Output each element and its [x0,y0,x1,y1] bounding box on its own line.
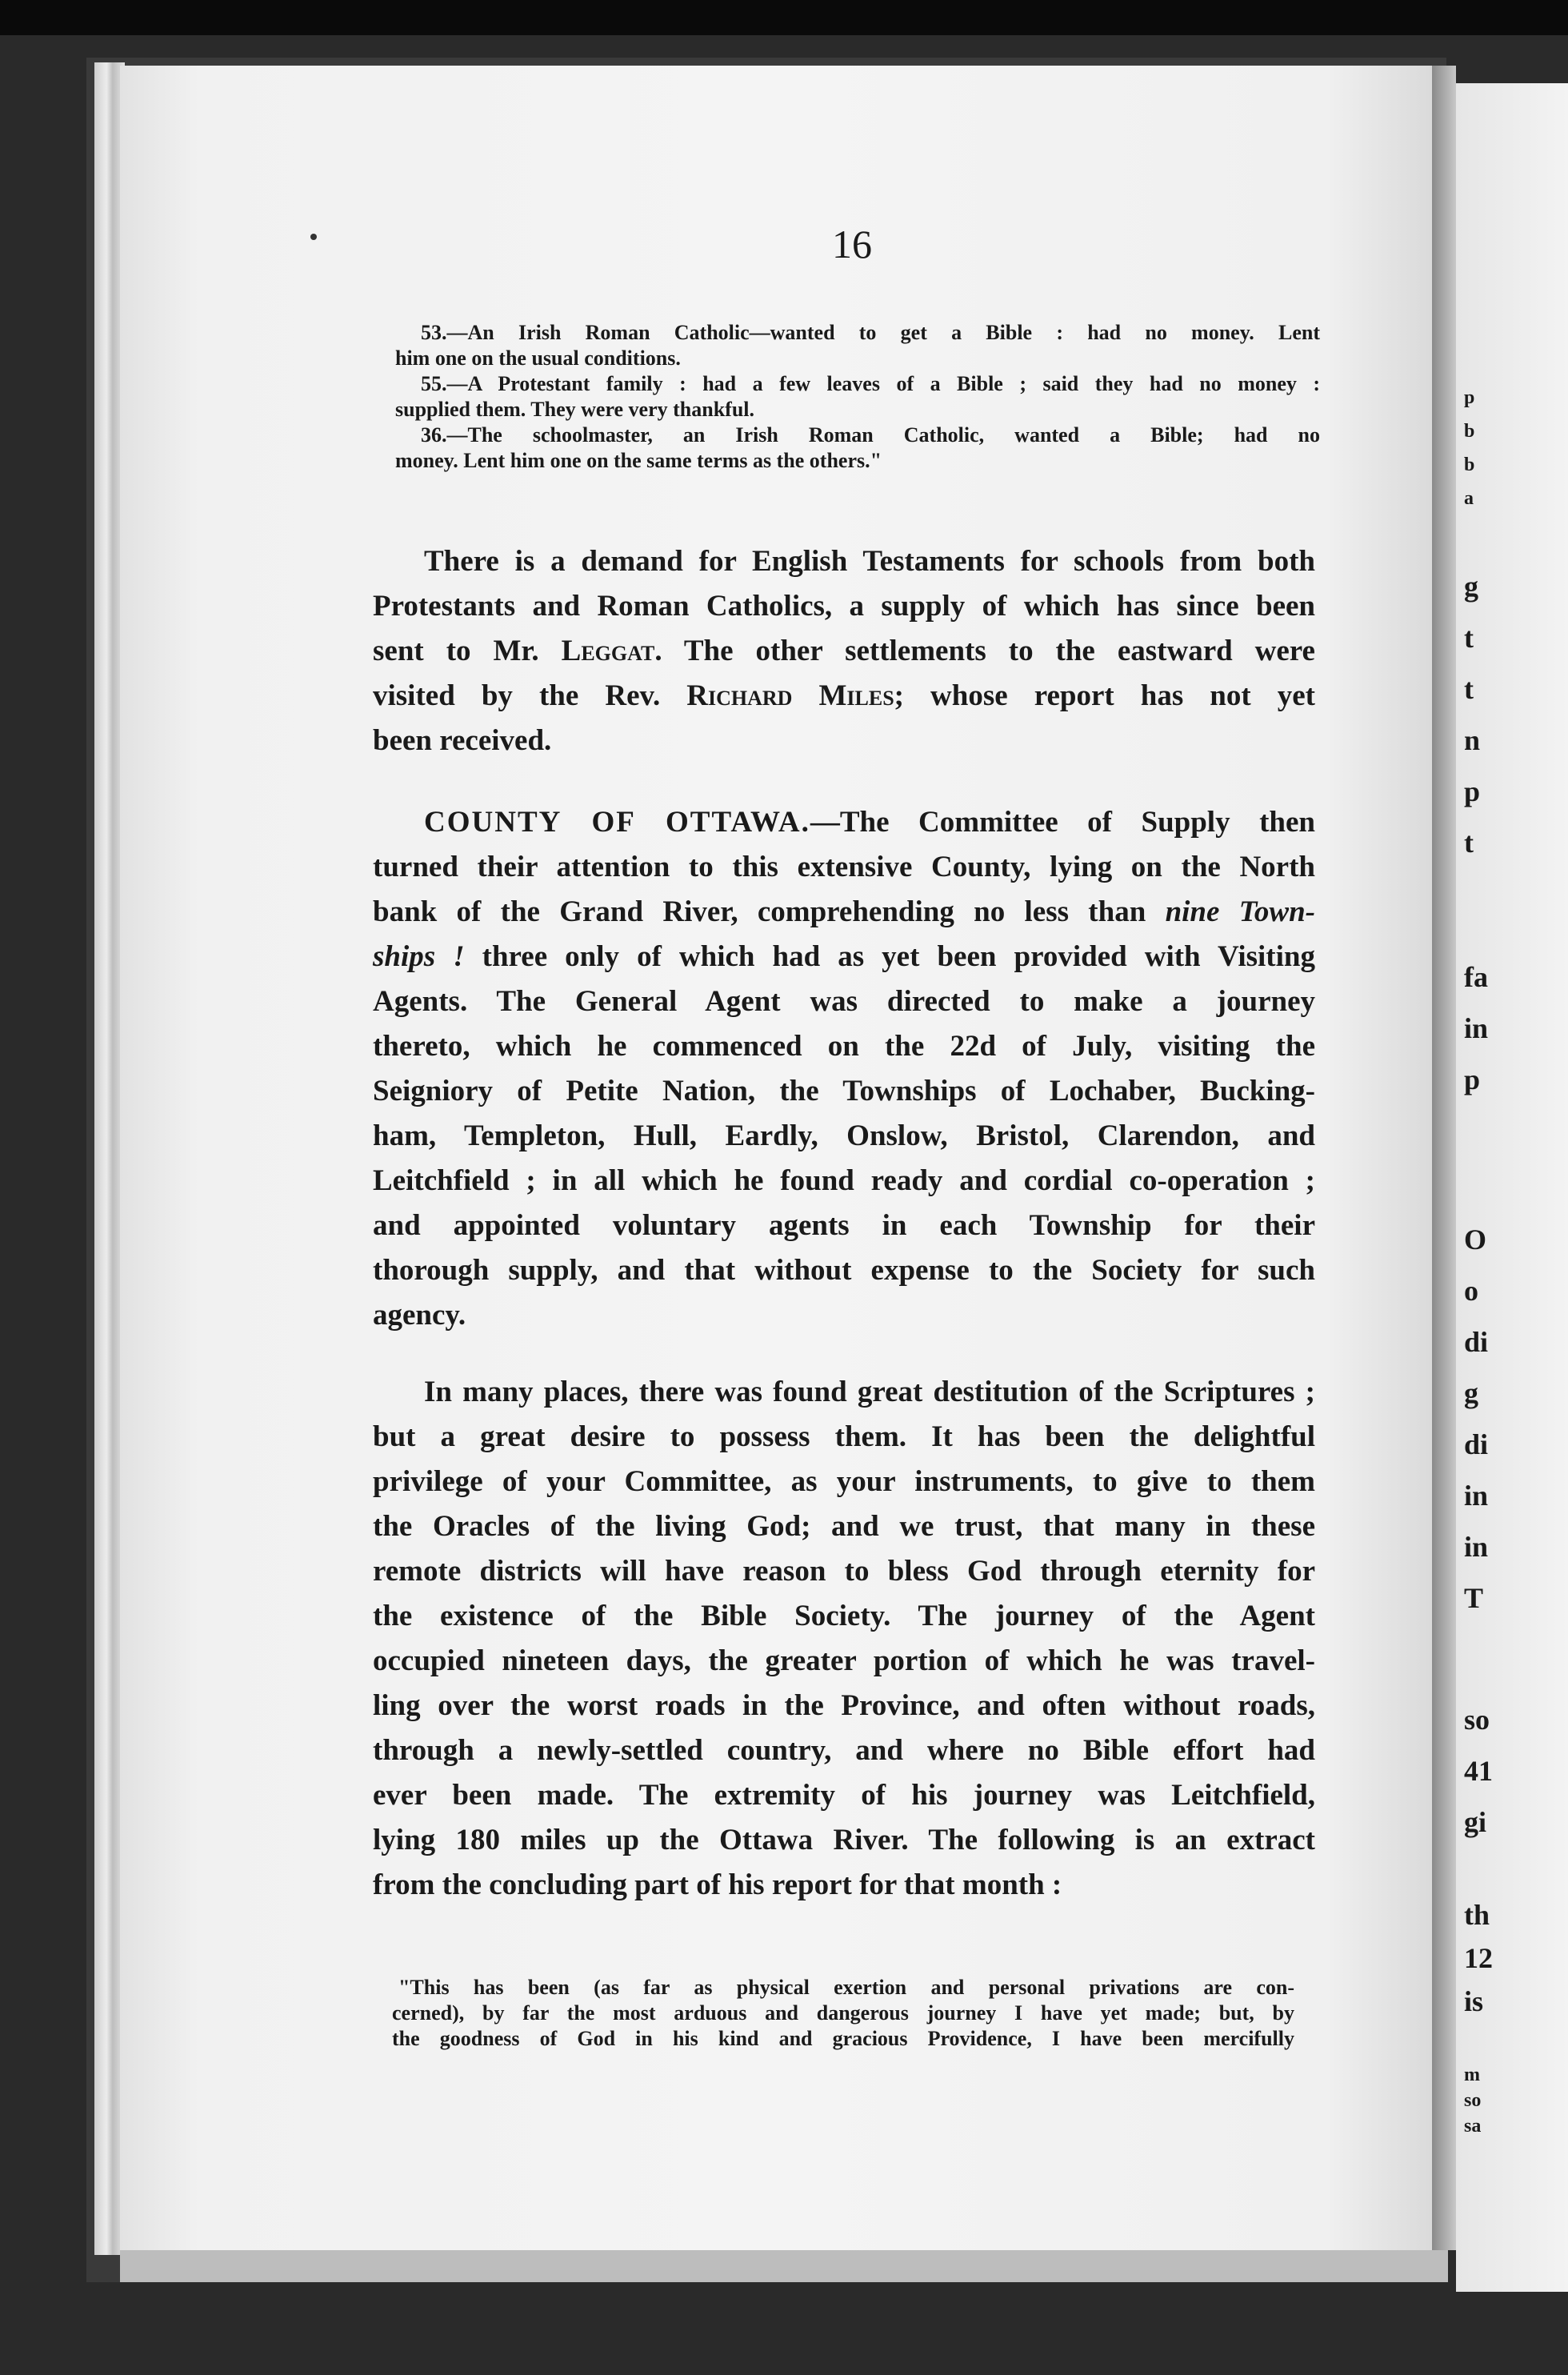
next-page-fragment: b [1464,455,1475,475]
para1-line [373,674,1315,719]
paragraph-county-of-ottawa [373,800,1315,1338]
entry-53-line2: him one on the usual conditions. [395,346,681,370]
next-page-fragment: T [1464,1582,1484,1614]
report-quote [392,1975,1294,2052]
para2-line: turned their attention to this extensive County, lying on the North [373,851,1315,883]
para1-line [373,629,1315,674]
entry-55-line2: supplied them. They were very thankful. [395,398,755,421]
next-page-fragment: 12 [1464,1942,1493,1974]
para2-line: Agents. The General Agent was directed to make a journey [373,985,1315,1018]
quoted-entries [395,320,1320,474]
next-page-fragment: g [1464,1377,1478,1409]
para3-line: the existence of the Bible Society. The journey of the Agent [373,1600,1315,1632]
entry-53-line1: 53.—An Irish Roman Catholic—wanted to get a Bible : had no money. Lent [421,321,1320,344]
para3-line: privilege of your Committee, as your instruments, to give to them [373,1465,1315,1498]
para2-line [373,800,1315,845]
text-run: . The other settlements to the eastward were [654,635,1315,667]
next-page-fragment: n [1464,724,1481,756]
next-page-fragment: so [1464,1704,1490,1736]
next-page-fragment: a [1464,488,1474,509]
next-page-fragment: p [1464,775,1481,807]
quote-line: cerned), by far the most arduous and dangerous journey I have yet made; but, by [392,2001,1294,2025]
text-run: three only of which had as yet been provided with Visiting [464,940,1315,973]
name-richard-miles: Richard Miles [686,679,894,712]
next-page-fragment: o [1464,1275,1478,1307]
next-page-fragment: t [1464,827,1474,859]
next-page-fragment: b [1464,421,1475,442]
para3-line: remote districts will have reason to bless God through eternity for [373,1555,1315,1588]
next-page-fragment: fa [1464,961,1488,993]
italic-text: ships ! [373,940,465,973]
para3-line: the Oracles of the living God; and we trust, that many in these [373,1510,1315,1543]
quote-line: the goodness of God in his kind and gracious Providence, I have been mercifully [392,2027,1294,2050]
next-page-fragment: di [1464,1428,1489,1460]
para3-line: In many places, there was found great destitution of the Scriptures ; [424,1376,1315,1408]
next-page-fragment: is [1464,1985,1484,2017]
next-page-fragment: di [1464,1326,1489,1358]
next-page-fragment: th [1464,1899,1490,1931]
para2-line [373,890,1315,935]
page-bottom-edge [120,2250,1448,2282]
next-page-fragment: p [1464,1063,1481,1095]
next-page-fragment: g [1464,571,1478,603]
para3-line: through a newly-settled country, and where no Bible effort had [373,1734,1315,1767]
speck [310,234,317,240]
text-run: ; whose report has not yet [894,679,1315,712]
paragraph-testaments [373,539,1315,763]
text-run: sent to Mr. [373,635,562,667]
para3-line: ever been made. The extremity of his journey was Leitchfield, [373,1779,1315,1812]
next-page-fragment: t [1464,622,1474,654]
facing-page-edge [1456,83,1568,2292]
name-leggat: Leggat [561,635,655,667]
para3-line: occupied nineteen days, the greater portion of which he was travel- [373,1644,1315,1677]
para1-line: Protestants and Roman Catholics, a supply of which has since been [373,590,1315,623]
para1-line: been received. [373,724,552,757]
para2-line [373,935,1315,979]
para3-line: but a great desire to possess them. It has been the delightful [373,1420,1315,1453]
entry-36-line1: 36.—The schoolmaster, an Irish Roman Catholic, wanted a Bible; had no [421,423,1320,447]
scanner-top-bar [0,0,1568,35]
para2-line: Seigniory of Petite Nation, the Townships of Lochaber, Bucking- [373,1075,1315,1107]
para1-line: There is a demand for English Testaments for schools from both [424,545,1315,578]
next-page-fragment: in [1464,1012,1489,1044]
para3-line: ling over the worst roads in the Province, and often without roads, [373,1689,1315,1722]
book-gutter [1432,66,1456,2250]
page-number: 16 [832,222,872,266]
paragraph-destitution [373,1370,1315,1908]
text-run: —The Committee of Supply then [810,806,1315,839]
text-run: bank of the Grand River, comprehending no less than [373,895,1166,928]
next-page-fragment: t [1464,673,1474,705]
para3-line: from the concluding part of his report for that month : [373,1868,1062,1901]
para3-line: lying 180 miles up the Ottawa River. The following is an extract [373,1824,1315,1856]
next-page-fragment: so [1464,2090,1482,2111]
next-page-fragment: in [1464,1480,1489,1512]
para2-line: and appointed voluntary agents in each Township for their [373,1209,1315,1242]
italic-text: nine Town- [1165,895,1316,928]
section-heading: COUNTY OF OTTAWA. [424,806,810,839]
next-page-fragment: 41 [1464,1755,1493,1787]
next-page-fragment: m [1464,2065,1480,2085]
entry-55-line1: 55.—A Protestant family : had a few leaves of a Bible ; said they had no money : [421,372,1320,395]
para2-line: thorough supply, and that without expense to the Society for such [373,1254,1315,1287]
para2-line: Leitchfield ; in all which he found ready and cordial co-operation ; [373,1164,1315,1197]
para2-line: agency. [373,1299,466,1332]
entry-36-line2: money. Lent him one on the same terms as the others." [395,449,882,472]
next-page-fragment: gi [1464,1806,1487,1838]
quote-line: "This has been (as far as physical exertion and personal privations are con- [398,1976,1294,1999]
next-page-fragment: in [1464,1531,1489,1563]
para2-line: ham, Templeton, Hull, Eardly, Onslow, Bristol, Clarendon, and [373,1119,1315,1152]
text-run: visited by the Rev. [373,679,687,712]
para2-line: thereto, which he commenced on the 22d of July, visiting the [373,1030,1315,1063]
next-page-fragment: O [1464,1224,1487,1256]
next-page-fragment: sa [1464,2116,1482,2137]
next-page-fragment: p [1464,387,1475,408]
